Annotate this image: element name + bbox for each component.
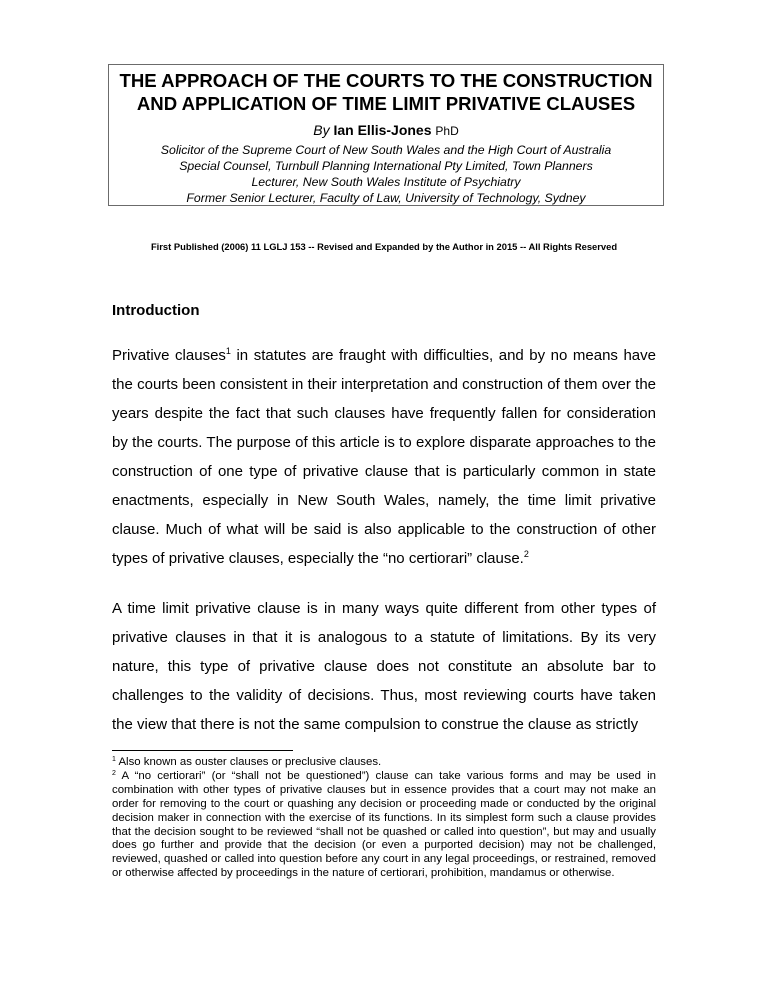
body-paragraph: A time limit privative clause is in many ways quite different from other types of privative clauses in that it is analogous to a statute of limitations. By its very nature, this type of privative clause does not constitute an absolute bar to challenges to the validity of decisions. Thus, most reviewing courts have taken the view that there is not the same compulsion to construe the clause as strictly	[112, 600, 656, 733]
footnote-text: Also known as ouster clauses or preclusive clauses.	[115, 756, 382, 768]
byline	[109, 122, 663, 140]
credential-line: Solicitor of the Supreme Court of New South Wales and the High Court of Australia	[160, 143, 612, 157]
footnote	[112, 770, 656, 881]
section-heading: Introduction	[112, 302, 200, 319]
author-credentials	[109, 142, 663, 206]
author-degree: PhD	[435, 124, 459, 138]
paragraph-text: in statutes are fraught with difficulties, and by no means have the courts been consistent in their interpretation and construction of them over the years despite the fact that such clauses have frequently fallen for consideration by the courts. The purpose of this article is to explore disparate approaches to the construction of one type of privative clause that is particularly common in state enactments, especially in New South Wales, namely, the time limit privative clause. Much of what will be said is also applicable to the construction of other types of privative clauses, especially the “no certiorari” clause.	[112, 347, 656, 567]
footnote-reference: 2	[523, 549, 529, 559]
footnote	[112, 756, 656, 770]
publication-note: First Published (2006) 11 LGLJ 153 -- Revised and Expanded by the Author in 2015 -- All Rights Reserved	[150, 241, 618, 252]
author-name: Ian Ellis-Jones	[333, 122, 432, 138]
footnote-separator	[112, 750, 293, 751]
footnote-reference: 1	[225, 346, 231, 356]
footnote-marker: 2	[112, 769, 116, 777]
footnote-marker: 1	[112, 756, 116, 763]
paragraph-text: Privative clauses	[112, 347, 226, 364]
footnotes	[112, 756, 656, 881]
by-label: By	[313, 122, 330, 138]
title-box	[108, 64, 664, 206]
credential-line: Lecturer, New South Wales Institute of Psychiatry	[251, 175, 521, 189]
document-title: THE APPROACH OF THE COURTS TO THE CONSTRUCTION AND APPLICATION OF TIME LIMIT PRIVATIVE CLAUSES	[119, 70, 653, 114]
footnote-text: A “no certiorari” (or “shall not be questioned”) clause can take various forms and may be used in combination with other types of privative clauses but in essence provides that a court may not make an order for removing to the court or quashing any decision or proceeding made or conducted by the original decision maker in connection with the exercise of its functions. In its simplest form such a clause provides that the decision sought to be reviewed “shall not be quashed or called into question”, but may and usually does go further and provide that the decision (or even a purported decision) may not be challenged, reviewed, quashed or called into question before any court in any legal proceedings, or restrained, removed or otherwise affected by proceedings in the nature of certiorari, prohibition, mandamus or otherwise.	[112, 769, 656, 880]
credential-line: Special Counsel, Turnbull Planning International Pty Limited, Town Planners	[179, 159, 593, 173]
credential-line: Former Senior Lecturer, Faculty of Law, University of Technology, Sydney	[186, 191, 586, 205]
body-paragraph	[112, 341, 656, 573]
